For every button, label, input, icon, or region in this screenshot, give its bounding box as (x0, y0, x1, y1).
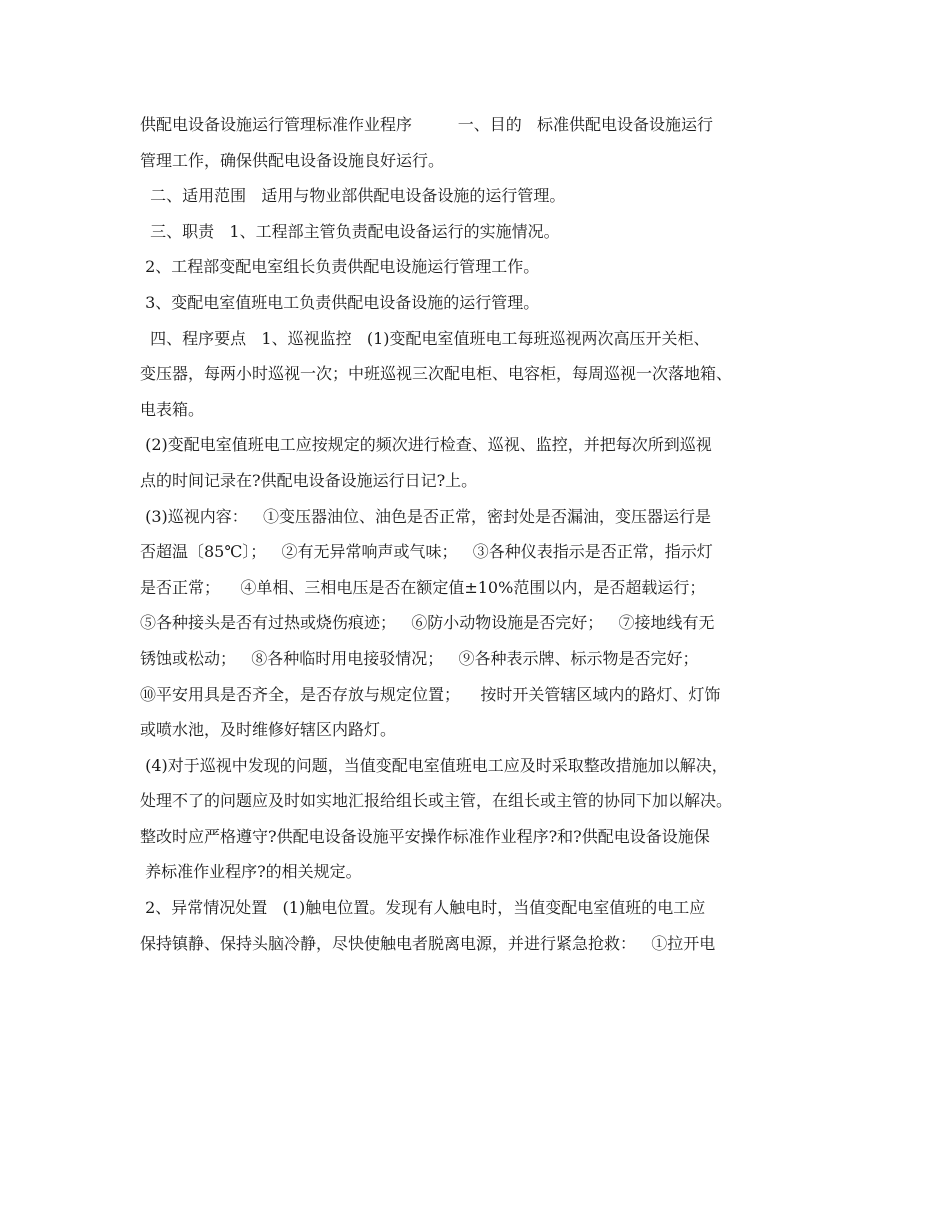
text-line: (4)对于巡视中发现的问题，当值变配电室值班电工应及时采取整改措施加以解决， (140, 755, 728, 775)
text-line: 点的时间记录在?供配电设备设施运行日记?上。 (140, 470, 478, 490)
text-line: ⑩平安用具是否齐全，是否存放与规定位置； 按时开关管辖区域内的路灯、灯饰 (140, 684, 721, 704)
text-line: 否超温〔85℃〕； ②有无异常响声或气味； ③各种仪表指示是否正常，指示灯 (140, 542, 713, 562)
text-line: 电表箱。 (140, 399, 205, 419)
text-line: 二、适用范围 适用与物业部供配电设备设施的运行管理。 (140, 186, 566, 206)
text-line: 2、异常情况处置 (1)触电位置。发现有人触电时，当值变配电室值班的电工应 (140, 898, 706, 918)
text-line: 供配电设备设施运行管理标准作业程序 一、目的 标准供配电设备设施运行 (140, 115, 714, 134)
text-line: 四、程序要点 1、巡视监控 (1)变配电室值班电工每班巡视两次高压开关柜、 (140, 328, 710, 348)
text-line: (2)变配电室值班电工应按规定的频次进行检查、巡视、监控，并把每次所到巡视 (140, 435, 712, 455)
document-body (140, 107, 820, 961)
text-line: 养标准作业程序?的相关规定。 (140, 862, 362, 882)
text-line: (3)巡视内容： ①变压器油位、油色是否正常，密封处是否漏油，变压器运行是 (140, 506, 712, 526)
text-line: 整改时应严格遵守?供配电设备设施平安操作标准作业程序?和?供配电设备设施保 (140, 826, 710, 846)
text-line: ⑤各种接头是否有过热或烧伤痕迹； ⑥防小动物设施是否完好； ⑦接地线有无 (140, 613, 715, 633)
text-line: 变压器，每两小时巡视一次；中班巡视三次配电柜、电容柜，每周巡视一次落地箱、 (140, 364, 733, 384)
text-line: 2、工程部变配电室组长负责供配电设施运行管理工作。 (140, 257, 540, 277)
text-line: 管理工作，确保供配电设备设施良好运行。 (140, 150, 445, 170)
text-line: 保持镇静、保持头脑冷静，尽快使触电者脱离电源，并进行紧急抢救： ①拉开电 (140, 933, 716, 953)
text-line: 或喷水池，及时维修好辖区内路灯。 (140, 720, 397, 740)
text-line: 3、变配电室值班电工负责供配电设备设施的运行管理。 (140, 292, 540, 312)
text-line: 三、职责 1、工程部主管负责配电设备运行的实施情况。 (140, 221, 560, 241)
text-line: 是否正常； ④单相、三相电压是否在额定值±10%范围以内，是否超载运行； (140, 577, 706, 597)
text-line: 处理不了的问题应及时如实地汇报给组长或主管，在组长或主管的协同下加以解决。 (140, 791, 733, 811)
text-line: 锈蚀或松动； ⑧各种临时用电接驳情况； ⑨各种表示牌、标示物是否完好； (140, 648, 699, 668)
